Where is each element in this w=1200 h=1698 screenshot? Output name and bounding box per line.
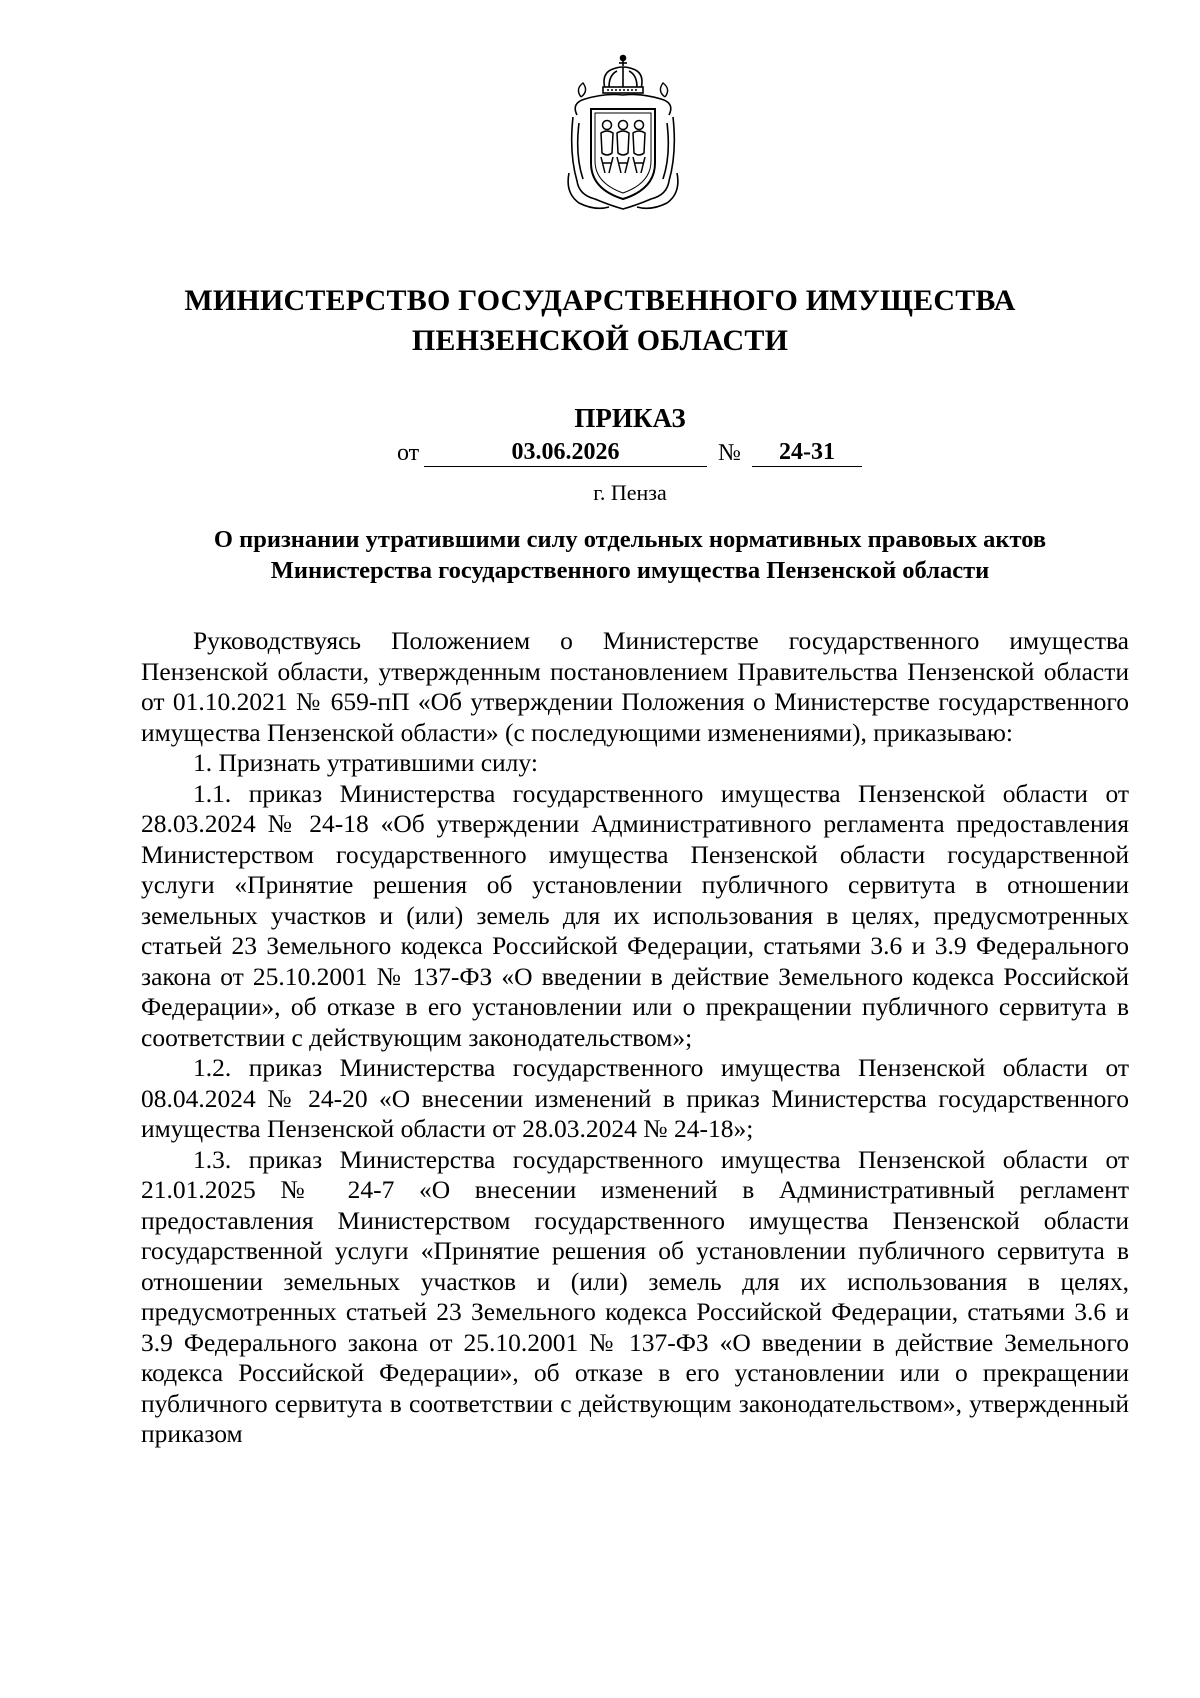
order-date: 03.06.2026: [424, 437, 707, 467]
order-number: 24-31: [752, 437, 862, 467]
document-type-title: ПРИКАЗ: [574, 403, 686, 433]
date-number-line: [0, 437, 1200, 469]
order-subject: [0, 524, 1200, 586]
subject-line2: Министерства государственного имущества Пензенской области: [270, 557, 990, 584]
from-label: от: [397, 440, 420, 466]
order-body: [141, 626, 1129, 1450]
item-1: 1. Признать утратившими силу:: [193, 748, 538, 777]
item-1-2: 1.2. приказ Министерства государственного имущества Пензенской области от 08.04.2024 № 24-20 «О внесении изменений в приказ Министерства государственного имущества Пензенской области от 28.03.2024 № 24-18»;: [141, 1053, 1129, 1143]
ministry-name-line1: МИНИСТЕРСТВО ГОСУДАРСТВЕННОГО ИМУЩЕСТВА: [184, 284, 1016, 317]
coat-of-arms-emblem: [565, 53, 681, 213]
ministry-name-line2: ПЕНЗЕНСКОЙ ОБЛАСТИ: [411, 324, 789, 357]
preamble-paragraph: Руководствуясь Положением о Министерстве государственного имущества Пензенской области, утвержденным постановлением Правительства Пензенской области от 01.10.2021 № 659-пП «Об утверждении Положения о Министерстве государственного имущества Пензенской области» (с последующими изменениями), приказываю:: [141, 626, 1129, 747]
item-1-1: 1.1. приказ Министерства государственного имущества Пензенской области от 28.03.2024 № 24-18 «Об утверждении Административного регламента предоставления Министерством государственного имущества Пензенской области государственной услуги «Принятие решения об установлении публичного сервитута в отношении земельных участков и (или) земель для их использования в целях, предусмотренных статьей 23 Земельного кодекса Российской Федерации, статьями 3.6 и 3.9 Федерального закона от 25.10.2001 № 137-ФЗ «О введении в действие Земельного кодекса Российской Федерации», об отказе в его установлении или о прекращении публичного сервитута в соответствии с действующим законодательством»;: [141, 778, 1129, 1052]
subject-line1: О признании утратившими силу отдельных нормативных правовых актов: [213, 526, 1047, 553]
city-label: г. Пенза: [593, 480, 667, 505]
item-1-3: 1.3. приказ Министерства государственного имущества Пензенской области от 21.01.2025 № 24-7 «О внесении изменений в Административный регламент предоставления Министерством государственного имущества Пензенской области государственной услуги «Принятие решения об установлении публичного сервитута в отношении земельных участков и (или) земель для их использования в целях, предусмотренных статьей 23 Земельного кодекса Российской Федерации, статьями 3.6 и 3.9 Федерального закона от 25.10.2001 № 137-ФЗ «О введении в действие Земельного кодекса Российской Федерации», об отказе в его установлении или о прекращении публичного сервитута в соответствии с действующим законодательством», утвержденный приказом: [141, 1144, 1129, 1448]
number-label: №: [718, 440, 741, 466]
